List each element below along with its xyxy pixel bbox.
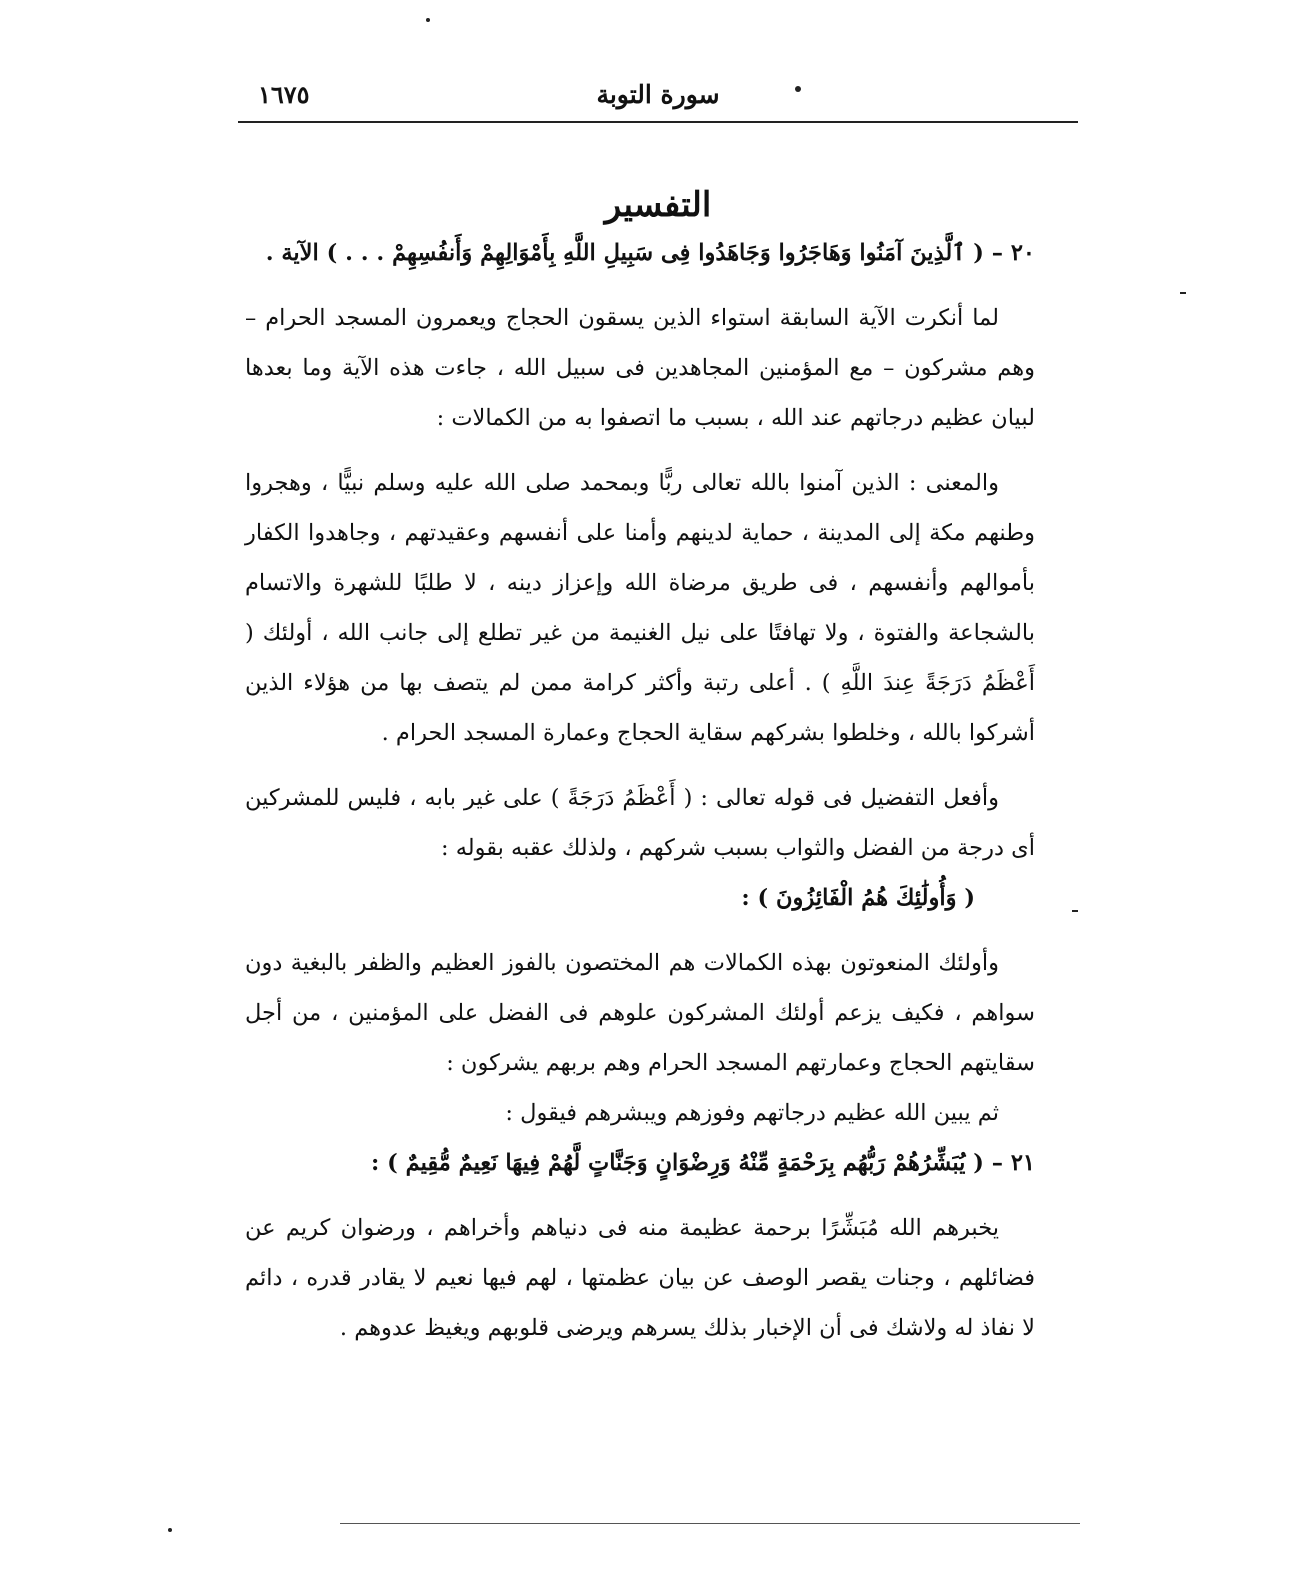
footer-rule [340,1523,1080,1524]
verse-paragraph: ( وَأُولَٰئِكَ هُمُ الْفَائِزُونَ ) : [741,885,975,911]
commentary-paragraph: وأفعل التفضيل فى قوله تعالى : ( أَعْظَمُ دَرَجَةً ) على غير بابه ، فليس للمشركين أى درجة من الفضل والثواب بسبب شركهم ، ولذلك عقبه بقوله : [245,785,1035,861]
commentary-paragraph: لما أنكرت الآية السابقة استواء الذين يسقون الحجاج ويعمرون المسجد الحرام – وهم مشركون – مع المؤمنين المجاهدين فى سبيل الله ، جاءت هذه الآية وما بعدها لبيان عظيم درجاتهم عند الله ، بسبب ما اتصفوا به من الكمالات : [245,305,1035,431]
body-text [245,228,1035,1368]
page-header [238,72,1078,122]
scan-speck [1072,910,1078,912]
commentary-paragraph: والمعنى : الذين آمنوا بالله تعالى ربًّا وبمحمد صلى الله عليه وسلم نبيًّا ، وهجروا وطنهم مكة إلى المدينة ، حماية لدينهم وأمنا على أنفسهم وعقيدتهم ، وجاهدوا الكفار بأموالهم وأنفسهم ، فى طريق مرضاة الله وإعزاز دينه ، لا طلبًا للشهرة والاتسام بالشجاعة والفتوة ، ولا تهافتًا على نيل الغنيمة من غير تطلع إلى جانب الله ، أولئك ( أَعْظَمُ دَرَجَةً عِندَ اللَّهِ ) . أعلى رتبة وأكثر كرامة ممن لم يتصف بها من هؤلاء الذين أشركوا بالله ، وخلطوا بشركهم سقاية الحجاج وعمارة المسجد الحرام . [245,470,1035,746]
verse-paragraph: ٢٠ – ( ٱلَّذِينَ آمَنُوا وَهَاجَرُوا وَجَاهَدُوا فِى سَبِيلِ اللَّهِ بِأَمْوَالِهِمْ وَأَنفُسِهِمْ . . . ) الآية . [265,240,1035,266]
commentary-paragraph: يخبرهم الله مُبَشِّرًا برحمة عظيمة منه فى دنياهم وأخراهم ، ورضوان كريم عن فضائلهم ، وجنات يقصر الوصف عن بيان عظمتها ، لهم فيها نعيم لا يقادر قدره ، دائم لا نفاذ له ولاشك فى أن الإخبار بذلك يسرهم ويرضى قلوبهم ويغيظ عدوهم . [245,1215,1035,1341]
scan-speck [1180,292,1186,294]
running-title: سورة التوبة [596,80,720,109]
scan-speck [168,1528,172,1532]
header-rule [238,121,1078,123]
verse-paragraph: ٢١ – ( يُبَشِّرُهُمْ رَبُّهُم بِرَحْمَةٍ مِّنْهُ وَرِضْوَانٍ وَجَنَّاتٍ لَّهُمْ فِيهَا نَعِيمٌ مُّقِيمٌ ) : [371,1150,1035,1176]
page-number: ١٦٧٥ [258,80,310,109]
commentary-paragraph: ثم يبين الله عظيم درجاتهم وفوزهم ويبشرهم فيقول : [505,1100,999,1126]
commentary-paragraph: وأولئك المنعوتون بهذه الكمالات هم المختصون بالفوز العظيم والظفر بالبغية دون سواهم ، فكيف يزعم أولئك المشركون علوهم فى الفضل على المؤمنين ، من أجل سقايتهم الحجاج وعمارتهم المسجد الحرام وهم بربهم يشركون : [245,950,1035,1076]
scan-speck [426,18,430,22]
section-heading: التفسير [604,184,712,225]
